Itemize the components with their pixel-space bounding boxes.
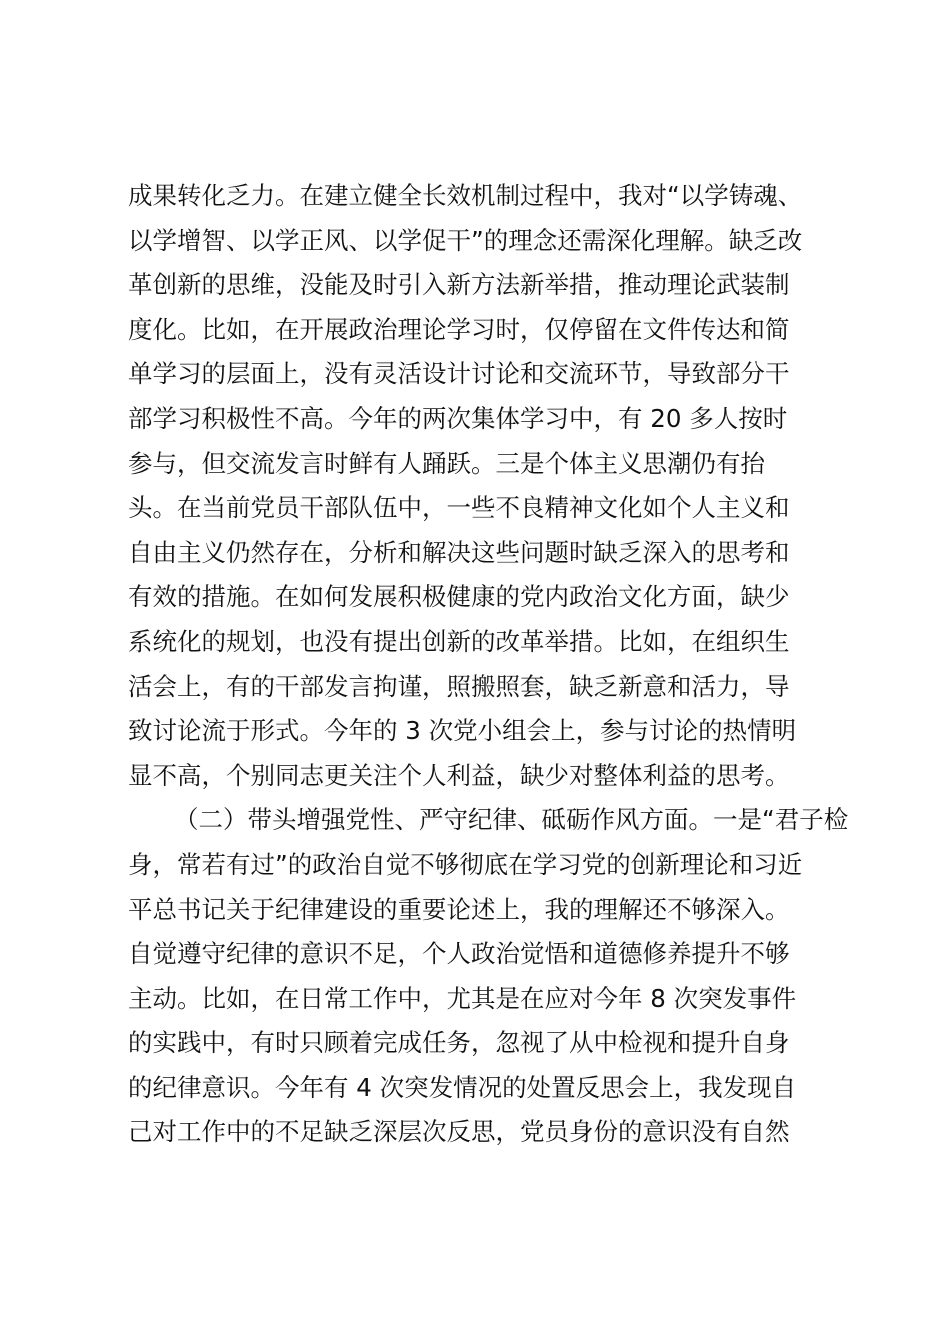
text-line: 头。在当前党员干部队伍中，一些不良精神文化如个人主义和 [128, 493, 790, 523]
text-line: 自觉遵守纪律的意识不足，个人政治觉悟和道德修养提升不够 [128, 939, 790, 969]
text-line: 己对工作中的不足缺乏深层次反思，党员身份的意识没有自然 [128, 1117, 790, 1147]
text-line: 单学习的层面上，没有灵活设计讨论和交流环节，导致部分干 [128, 359, 790, 389]
text-line: 度化。比如，在开展政治理论学习时，仅停留在文件传达和简 [128, 314, 790, 344]
text-line: 致讨论流于形式。今年的 3 次党小组会上，参与讨论的热情明 [128, 716, 797, 746]
text-line: 革创新的思维，没能及时引入新方法新举措，推动理论武装制 [128, 270, 790, 300]
text-line: 系统化的规划，也没有提出创新的改革举措。比如，在组织生 [128, 626, 790, 656]
text-line: 活会上，有的干部发言拘谨，照搬照套，缺乏新意和活力，导 [128, 671, 790, 701]
text-line: 参与，但交流发言时鲜有人踊跃。三是个体主义思潮仍有抬 [128, 448, 765, 478]
text-line: 平总书记关于纪律建设的重要论述上，我的理解还不够深入。 [128, 894, 790, 924]
text-line: 有效的措施。在如何发展积极健康的党内政治文化方面，缺少 [128, 582, 790, 612]
body-text [128, 174, 848, 1155]
text-line: （二）带头增强党性、严守纪律、砥砺作风方面。一是“君子检 [174, 805, 848, 835]
text-line: 自由主义仍然存在，分析和解决这些问题时缺乏深入的思考和 [128, 537, 790, 567]
text-line: 成果转化乏力。在建立健全长效机制过程中，我对“以学铸魂、 [128, 181, 803, 210]
text-line: 身，常若有过”的政治自觉不够彻底在学习党的创新理论和习近 [128, 849, 803, 879]
text-line: 主动。比如，在日常工作中，尤其是在应对今年 8 次突发事件 [128, 983, 797, 1013]
text-line: 显不高，个别同志更关注个人利益，缺少对整体利益的思考。 [128, 760, 790, 790]
text-line: 的实践中，有时只顾着完成任务，忽视了从中检视和提升自身 [128, 1028, 790, 1058]
text-line: 以学增智、以学正风、以学促干”的理念还需深化理解。缺乏改 [128, 225, 803, 255]
text-line: 的纪律意识。今年有 4 次突发情况的处置反思会上，我发现自 [128, 1072, 797, 1102]
text-line: 部学习积极性不高。今年的两次集体学习中，有 20 多人按时 [128, 403, 788, 433]
